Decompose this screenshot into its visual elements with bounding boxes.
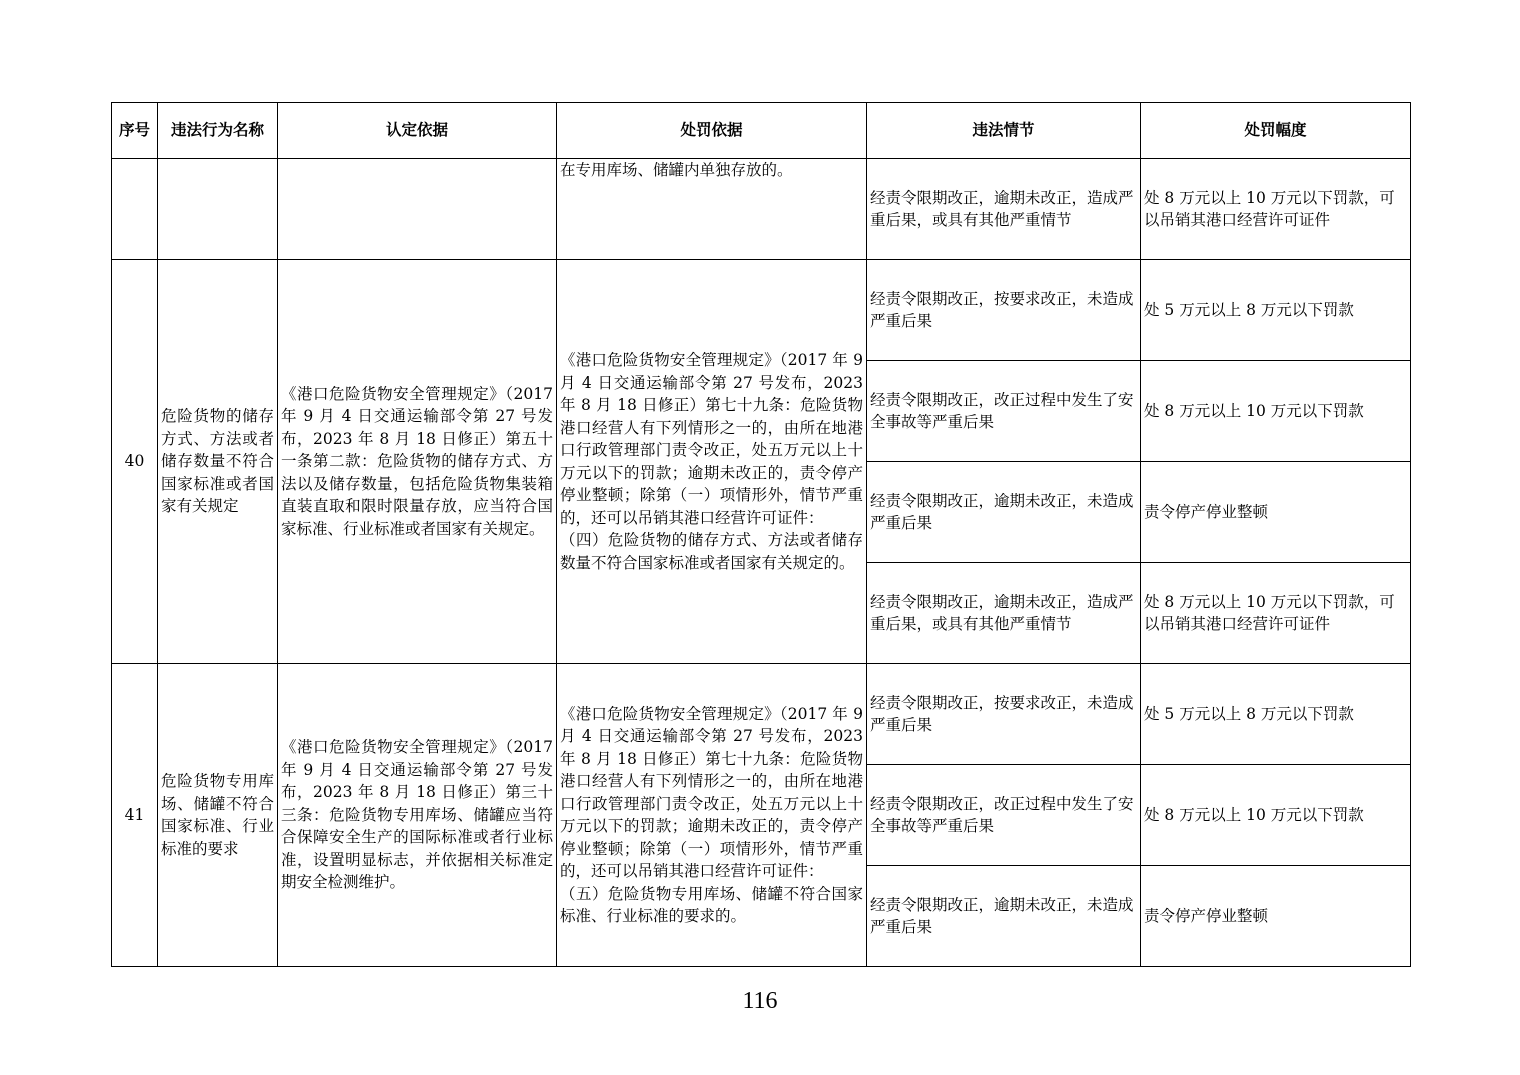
row-41-violation-name: 危险货物专用库场、储罐不符合国家标准、行业标准的要求: [158, 664, 278, 967]
row-40-circumstance-3: 经责令限期改正，逾期未改正，未造成严重后果: [867, 462, 1141, 563]
row-41-seq: 41: [112, 664, 158, 967]
row-40-circumstance-1: 经责令限期改正，按要求改正，未造成严重后果: [867, 260, 1141, 361]
row-40-penalty-basis-item: （四）危险货物的储存方式、方法或者储存数量不符合国家标准或者国家有关规定的。: [560, 531, 863, 572]
row-40-determination-basis: 《港口危险货物安全管理规定》（2017 年 9 月 4 日交通运输部令第 27 号发布，2023 年 8 月 18 日修正）第五十一条第二款：危险货物的储存方式、方法以及储存数量，包括危险货物集装箱直装直取和限时限量存放，应当符合国家标准、行业标准或者国家有关规定。: [278, 260, 557, 664]
row-40-penalty-basis-main: 《港口危险货物安全管理规定》（2017 年 9 月 4 日交通运输部令第 27 号发布，2023 年 8 月 18 日修正）第七十九条：危险货物港口经营人有下列情形之一的，由所在地港口行政管理部门责令改正，处五万元以上十万元以下的罚款；逾期未改正的，责令停产停业整顿；除第（一）项情形外，情节严重的，还可以吊销其港口经营许可证件：: [560, 351, 863, 527]
penalty-standards-table: [111, 102, 1411, 967]
row-41-penalty-basis: [557, 664, 867, 967]
header-penalty-basis: 处罚依据: [557, 103, 867, 159]
row-40-violation-name: 危险货物的储存方式、方法或者储存数量不符合国家标准或者国家有关规定: [158, 260, 278, 664]
row-41-penalty-range-1: 处 5 万元以上 8 万元以下罚款: [1141, 664, 1411, 765]
row-41-penalty-basis-main: 《港口危险货物安全管理规定》（2017 年 9 月 4 日交通运输部令第 27 号发布，2023 年 8 月 18 日修正）第七十九条：危险货物港口经营人有下列情形之一的，由所在地港口行政管理部门责令改正，处五万元以上十万元以下的罚款；逾期未改正的，责令停产停业整顿；除第（一）项情形外，情节严重的，还可以吊销其港口经营许可证件：: [560, 704, 863, 880]
row-40-penalty-basis: [557, 260, 867, 664]
row-40-seq: 40: [112, 260, 158, 664]
header-violation-name: 违法行为名称: [158, 103, 278, 159]
row-40-penalty-range-4: 处 8 万元以上 10 万元以下罚款，可以吊销其港口经营许可证件: [1141, 563, 1411, 664]
row-41-circumstance-2: 经责令限期改正，改正过程中发生了安全事故等严重后果: [867, 765, 1141, 866]
header-penalty-range: 处罚幅度: [1141, 103, 1411, 159]
continued-name-cell: [158, 159, 278, 260]
row-41-penalty-range-3: 责令停产停业整顿: [1141, 866, 1411, 967]
header-determination-basis: 认定依据: [278, 103, 557, 159]
row-41-penalty-basis-item: （五）危险货物专用库场、储罐不符合国家标准、行业标准的要求的。: [560, 884, 863, 925]
continued-basis-cell: [278, 159, 557, 260]
table-row-40: [112, 260, 1411, 361]
continued-penalty-range-cell: 处 8 万元以上 10 万元以下罚款，可以吊销其港口经营许可证件: [1141, 159, 1411, 260]
table-row-continued: [112, 159, 1411, 260]
row-40-circumstance-4: 经责令限期改正，逾期未改正，造成严重后果，或具有其他严重情节: [867, 563, 1141, 664]
table-header-row: [112, 103, 1411, 159]
row-41-circumstance-3: 经责令限期改正，逾期未改正，未造成严重后果: [867, 866, 1141, 967]
row-41-circumstance-1: 经责令限期改正，按要求改正，未造成严重后果: [867, 664, 1141, 765]
page-number: 116: [742, 988, 778, 1014]
header-circumstance: 违法情节: [867, 103, 1141, 159]
row-40-penalty-range-3: 责令停产停业整顿: [1141, 462, 1411, 563]
row-40-penalty-range-2: 处 8 万元以上 10 万元以下罚款: [1141, 361, 1411, 462]
continued-penalty-basis-cell: 在专用库场、储罐内单独存放的。: [557, 159, 867, 260]
row-40-circumstance-2: 经责令限期改正，改正过程中发生了安全事故等严重后果: [867, 361, 1141, 462]
table-row-41: [112, 664, 1411, 765]
continued-seq-cell: [112, 159, 158, 260]
continued-circumstance-cell: 经责令限期改正，逾期未改正，造成严重后果，或具有其他严重情节: [867, 159, 1141, 260]
header-seq: 序号: [112, 103, 158, 159]
row-40-penalty-range-1: 处 5 万元以上 8 万元以下罚款: [1141, 260, 1411, 361]
row-41-determination-basis: 《港口危险货物安全管理规定》（2017 年 9 月 4 日交通运输部令第 27 号发布，2023 年 8 月 18 日修正）第三十三条：危险货物专用库场、储罐应当符合保障安全生产的国际标准或者行业标准，设置明显标志，并依据相关标准定期安全检测维护。: [278, 664, 557, 967]
row-41-penalty-range-2: 处 8 万元以上 10 万元以下罚款: [1141, 765, 1411, 866]
